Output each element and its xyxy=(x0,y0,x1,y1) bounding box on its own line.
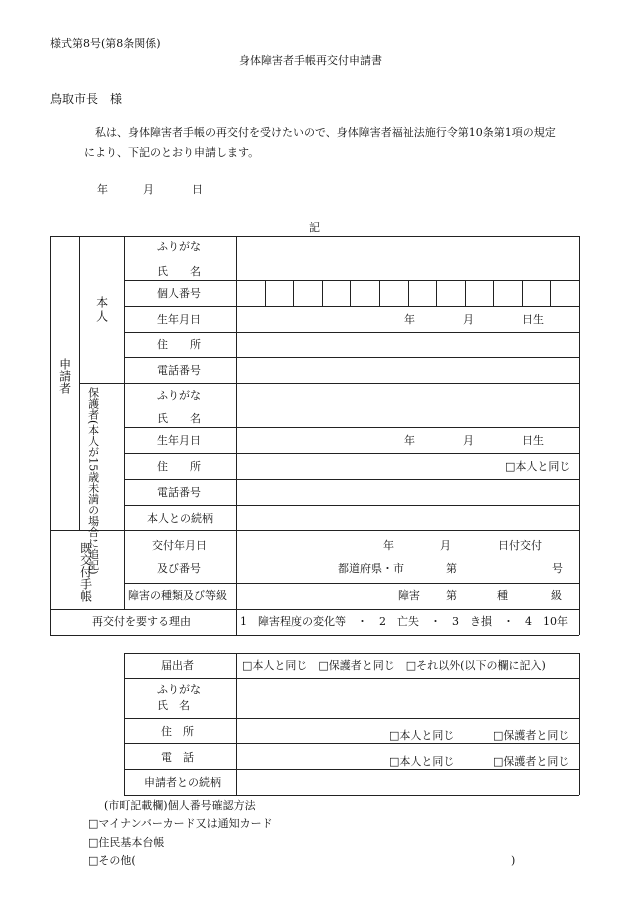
issue-date-label: 交付年月日 xyxy=(152,539,207,552)
date-month-label: 月 xyxy=(143,183,154,196)
disability-kyu: 級 xyxy=(551,589,562,602)
date-year-label: 年 xyxy=(97,183,108,196)
form-number: 様式第8号(第8条関係) xyxy=(50,37,161,50)
guardian-address-label: 住 所 xyxy=(157,460,201,473)
self-furigana-label: ふりがな xyxy=(157,240,201,253)
disability-shogai: 障害 xyxy=(398,589,420,602)
self-number-label: 個人番号 xyxy=(157,287,201,300)
confirm-option-other-close: ) xyxy=(511,854,516,867)
submitter-address-same-self[interactable]: □本人と同じ xyxy=(389,729,455,742)
body-text-line2: により、下記のとおり申請します。 xyxy=(84,146,260,159)
issue-day: 日付交付 xyxy=(498,539,542,552)
disability-dai: 第 xyxy=(446,589,457,602)
submitter-furigana-label: ふりがな xyxy=(157,683,201,696)
confirm-option-other[interactable]: □その他( xyxy=(88,854,136,867)
submitter-phone-same-self[interactable]: □本人と同じ xyxy=(389,755,455,768)
guardian-birth-label: 生年月日 xyxy=(157,434,201,447)
body-text-line1: 私は、身体障害者手帳の再交付を受けたいので、身体障害者福祉法施行令第10条第1項の規定 xyxy=(95,126,556,139)
confirm-option-resident[interactable]: □住民基本台帳 xyxy=(88,836,165,849)
reason-options[interactable]: 1 障害程度の変化等 ・ 2 亡失 ・ 3 き損 ・ 4 10年 xyxy=(240,615,568,628)
submitter-phone-label: 電 話 xyxy=(161,751,194,764)
issue-number-label: 及び番号 xyxy=(157,562,201,575)
issue-month: 月 xyxy=(440,539,451,552)
guardian-name-label: 氏 名 xyxy=(157,412,201,425)
issue-gou: 号 xyxy=(552,562,563,575)
guardian-label: 保護者(本人が15歳未満の場合に追記) xyxy=(86,387,100,575)
disability-type-label: 障害の種類及び等級 xyxy=(128,589,227,602)
confirm-option-mynumber[interactable]: □マイナンバーカード又は通知カード xyxy=(88,817,273,830)
issue-prefecture: 都道府県・市 xyxy=(338,562,404,575)
submitter-address-same-guardian[interactable]: □保護者と同じ xyxy=(493,729,570,742)
self-birth-month: 月 xyxy=(463,313,474,326)
issue-dai: 第 xyxy=(446,562,457,575)
confirm-title: (市町記載欄)個人番号確認方法 xyxy=(104,799,256,812)
self-address-label: 住 所 xyxy=(157,338,201,351)
applicant-group-label: 申請者 xyxy=(57,358,72,394)
date-day-label: 日 xyxy=(192,183,203,196)
guardian-furigana-label: ふりがな xyxy=(157,389,201,402)
guardian-birth-day: 日生 xyxy=(522,434,544,447)
submitter-relation-label: 申請者との続柄 xyxy=(144,776,221,789)
issued-handbook-label: 既交付手帳 xyxy=(78,542,93,602)
self-birth-label: 生年月日 xyxy=(157,313,201,326)
issue-year: 年 xyxy=(383,539,394,552)
guardian-birth-year: 年 xyxy=(404,434,415,447)
self-birth-day: 日生 xyxy=(522,313,544,326)
guardian-birth-month: 月 xyxy=(463,434,474,447)
submitter-phone-same-guardian[interactable]: □保護者と同じ xyxy=(493,755,570,768)
reason-label: 再交付を要する理由 xyxy=(92,615,191,628)
submitter-options[interactable]: □本人と同じ □保護者と同じ □それ以外(以下の欄に記入) xyxy=(242,659,546,672)
ki-label: 記 xyxy=(309,221,320,234)
self-name-label: 氏 名 xyxy=(157,265,201,278)
self-phone-label: 電話番号 xyxy=(157,364,201,377)
guardian-address-same-checkbox[interactable]: □本人と同じ xyxy=(505,460,571,473)
self-birth-year: 年 xyxy=(404,313,415,326)
submitter-name-label: 氏 名 xyxy=(157,699,190,712)
self-label: 本人 xyxy=(94,296,109,324)
submitter-label: 届出者 xyxy=(161,659,194,672)
addressee: 鳥取市長 様 xyxy=(50,92,123,106)
guardian-relation-label: 本人との続柄 xyxy=(147,512,213,525)
disability-shu: 種 xyxy=(497,589,508,602)
submitter-address-label: 住 所 xyxy=(161,725,194,738)
guardian-phone-label: 電話番号 xyxy=(157,486,201,499)
page-title: 身体障害者手帳再交付申請書 xyxy=(239,54,382,67)
